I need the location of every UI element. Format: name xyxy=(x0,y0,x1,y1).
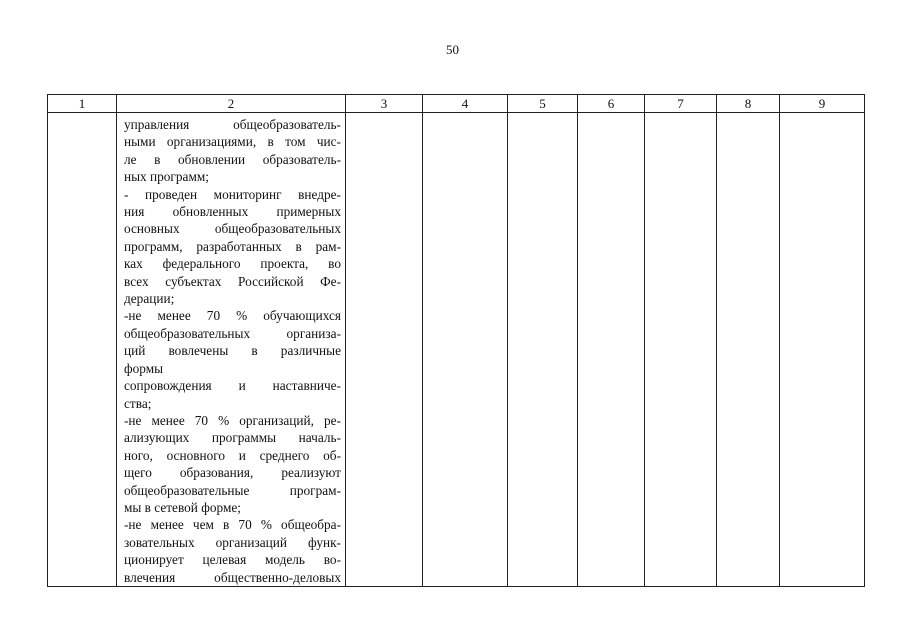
cell-col-7 xyxy=(645,113,717,587)
column-header-9: 9 xyxy=(780,95,865,113)
text-line: -не менее 70 % обучающихся xyxy=(124,308,341,324)
text-line: зовательных организаций функ- xyxy=(124,534,341,550)
text-line: основных общеобразовательных xyxy=(124,221,341,237)
text-line: -не менее чем в 70 % общеобра- xyxy=(124,517,341,533)
text-line: общеобразовательных организа- xyxy=(124,325,341,341)
text-line: формы xyxy=(124,360,164,376)
text-line: общеобразовательные програм- xyxy=(124,482,341,498)
text-line: управления общеобразователь- xyxy=(124,117,341,132)
cell-col-1 xyxy=(48,113,117,587)
column-header-7: 7 xyxy=(645,95,717,113)
text-line: программ, разработанных в рам- xyxy=(124,238,341,254)
column-header-4: 4 xyxy=(423,95,508,113)
cell-col-8 xyxy=(717,113,780,587)
cell-col-4 xyxy=(423,113,508,587)
table-row xyxy=(48,113,865,587)
text-line: ках федерального проекта, во xyxy=(124,256,341,272)
cell-col-3 xyxy=(346,113,423,587)
cell-col-5 xyxy=(508,113,578,587)
text-line: сопровождения и наставниче- xyxy=(124,378,341,394)
text-line: ными организациями, в том чис- xyxy=(124,134,341,150)
text-line: щего образования, реализуют xyxy=(124,465,341,481)
column-header-8: 8 xyxy=(717,95,780,113)
text-line: всех субъектах Российской Фе- xyxy=(124,273,341,289)
text-line: ализующих программы началь- xyxy=(124,430,341,446)
text-line: ства; xyxy=(124,395,152,411)
data-table xyxy=(47,94,865,587)
text-line: ле в обновлении образователь- xyxy=(124,151,341,167)
page-number: 50 xyxy=(446,42,459,57)
column-header-1: 1 xyxy=(48,95,117,113)
column2-text xyxy=(117,113,345,586)
column-header-2: 2 xyxy=(117,95,346,113)
text-line: мы в сетевой форме; xyxy=(124,499,241,515)
text-line: ных программ; xyxy=(124,169,209,185)
text-line: - проведен мониторинг внедре- xyxy=(124,186,341,202)
text-line: ния обновленных примерных xyxy=(124,204,341,220)
text-line: влечения общественно-деловых xyxy=(124,569,341,585)
column-header-6: 6 xyxy=(578,95,645,113)
cell-col-2 xyxy=(117,113,346,587)
cell-col-6 xyxy=(578,113,645,587)
text-line: -не менее 70 % организаций, ре- xyxy=(124,412,341,428)
text-line: ционирует целевая модель во- xyxy=(124,552,341,568)
column-header-5: 5 xyxy=(508,95,578,113)
header-row xyxy=(48,95,865,113)
text-line: ций вовлечены в различные xyxy=(124,343,341,359)
text-line: ного, основного и среднего об- xyxy=(124,447,341,463)
cell-col-9 xyxy=(780,113,865,587)
text-line: дерации; xyxy=(124,291,175,307)
column-header-3: 3 xyxy=(346,95,423,113)
